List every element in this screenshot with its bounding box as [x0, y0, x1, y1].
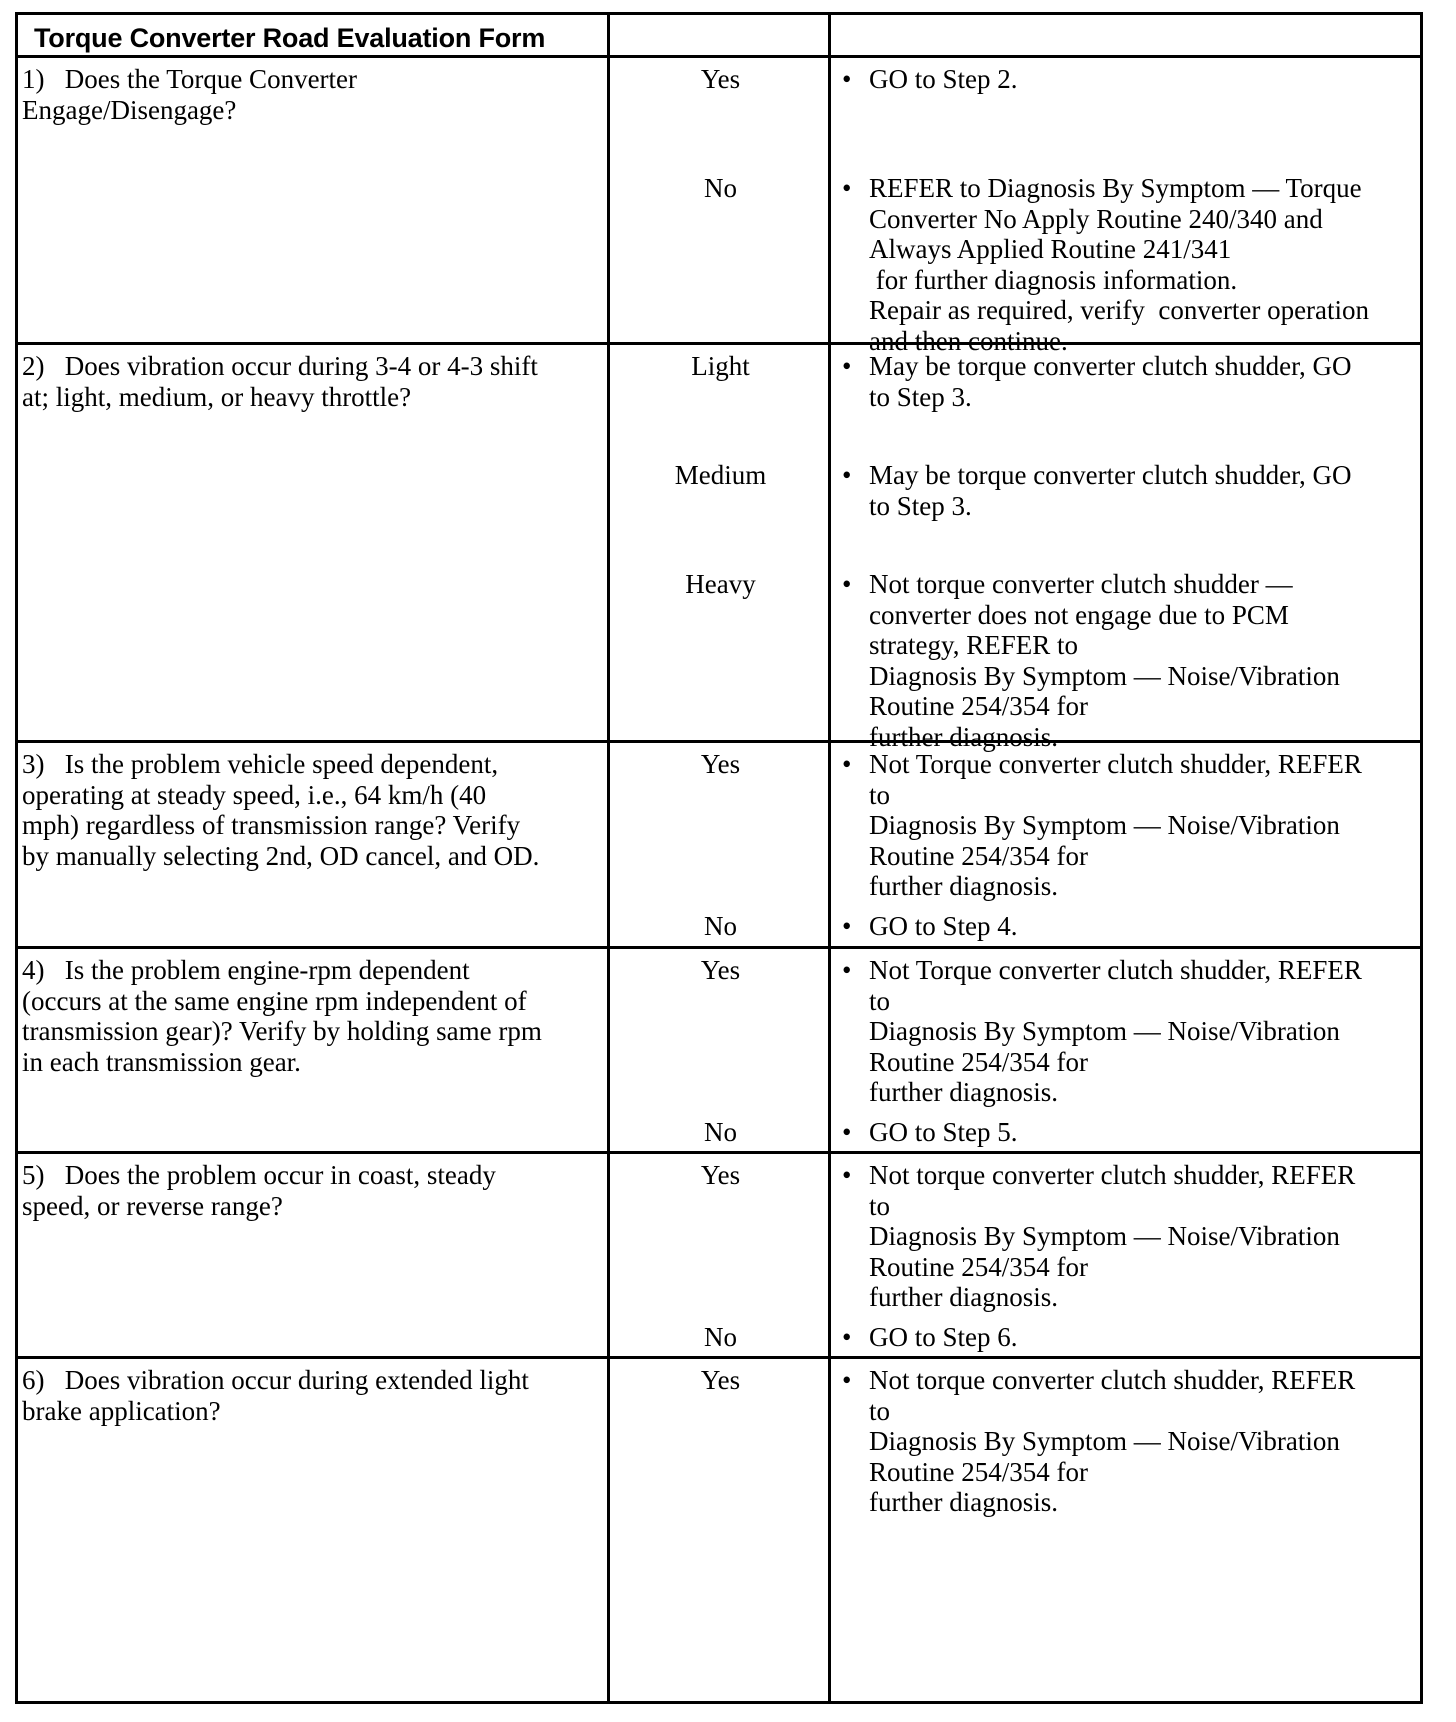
action-text: REFER to Diagnosis By Symptom — Torque Converter No Apply Routine 240/340 and Always Applied Routine 241/341 for further diagnosis information. Repair as required, verify converter operation and then continue. — [869, 173, 1370, 356]
header-row — [18, 15, 1420, 58]
step-row-2 — [18, 345, 1420, 752]
answer-label: Medium — [674, 460, 767, 490]
action-item: • GO to Step 5. — [842, 1117, 1422, 1148]
action-item: • May be torque converter clutch shudder, GO to Step 3. — [842, 351, 1422, 412]
action-item: • GO to Step 4. — [842, 911, 1422, 942]
step-row-5 — [18, 1154, 1420, 1359]
step-row-6 — [18, 1359, 1420, 1701]
action-text: GO to Step 6. — [869, 1322, 1018, 1352]
step-question: 2) Does vibration occur during 3-4 or 4-3 shift at; light, medium, or heavy throttle? — [22, 351, 538, 412]
step-question: 5) Does the problem occur in coast, steady speed, or reverse range? — [22, 1160, 496, 1221]
answer-label: Yes — [700, 749, 741, 779]
action-text: GO to Step 5. — [869, 1117, 1018, 1147]
action-text: Not torque converter clutch shudder, REFER to Diagnosis By Symptom — Noise/Vibration Routine 254/354 for further diagnosis. — [869, 1160, 1356, 1312]
action-text: May be torque converter clutch shudder, GO to Step 3. — [869, 460, 1352, 521]
action-text: GO to Step 4. — [869, 911, 1018, 941]
step-row-4 — [18, 949, 1420, 1154]
answer-label: Yes — [700, 1160, 741, 1190]
answer-label: Heavy — [685, 569, 756, 599]
action-text: Not torque converter clutch shudder — converter does not engage due to PCM strategy, REFER to Diagnosis By Symptom — Noise/Vibration Routine 254/354 for further diagnosis. — [869, 569, 1340, 752]
action-text: May be torque converter clutch shudder, GO to Step 3. — [869, 351, 1352, 412]
action-item: • Not Torque converter clutch shudder, REFER to Diagnosis By Symptom — Noise/Vibration Routine 254/354 for further diagnosis. — [842, 955, 1422, 1108]
answer-label: No — [704, 911, 737, 941]
action-item: • Not torque converter clutch shudder, REFER to Diagnosis By Symptom — Noise/Vibration Routine 254/354 for further diagnosis. — [842, 1365, 1422, 1518]
action-item: • Not Torque converter clutch shudder, REFER to Diagnosis By Symptom — Noise/Vibration Routine 254/354 for further diagnosis. — [842, 749, 1422, 902]
answer-label: No — [704, 1117, 737, 1147]
answer-label: No — [704, 173, 737, 203]
evaluation-form-table — [15, 12, 1423, 1704]
step-question: 1) Does the Torque Converter Engage/Disengage? — [22, 64, 358, 125]
action-item: • REFER to Diagnosis By Symptom — Torque Converter No Apply Routine 240/340 and Always Applied Routine 241/341 for further diagnosis information. Repair as required, verify converter operation and then continue. — [842, 173, 1422, 356]
answer-label: Light — [691, 351, 750, 381]
action-text: Not torque converter clutch shudder, REFER to Diagnosis By Symptom — Noise/Vibration Routine 254/354 for further diagnosis. — [869, 1365, 1356, 1517]
action-item: • GO to Step 6. — [842, 1322, 1422, 1353]
answer-label: Yes — [700, 64, 741, 94]
step-question: 4) Is the problem engine-rpm dependent (occurs at the same engine rpm independent of transmission gear)? Verify by holding same rpm in each transmission gear. — [22, 955, 542, 1077]
answer-label: No — [704, 1322, 737, 1352]
action-item: • Not torque converter clutch shudder, REFER to Diagnosis By Symptom — Noise/Vibration Routine 254/354 for further diagnosis. — [842, 1160, 1422, 1313]
action-item: • GO to Step 2. — [842, 64, 1422, 95]
step-row-1 — [18, 58, 1420, 356]
action-item: • Not torque converter clutch shudder — converter does not engage due to PCM strategy, REFER to Diagnosis By Symptom — Noise/Vibration Routine 254/354 for further diagnosis. — [842, 569, 1422, 752]
answer-label: Yes — [700, 955, 741, 985]
step-row-3 — [18, 743, 1420, 949]
action-text: Not Torque converter clutch shudder, REFER to Diagnosis By Symptom — Noise/Vibration Routine 254/354 for further diagnosis. — [869, 749, 1362, 901]
answer-label: Yes — [700, 1365, 741, 1395]
step-question: 6) Does vibration occur during extended light brake application? — [22, 1365, 529, 1426]
form-title: Torque Converter Road Evaluation Form — [34, 23, 546, 53]
action-item: • May be torque converter clutch shudder, GO to Step 3. — [842, 460, 1422, 521]
action-text: GO to Step 2. — [869, 64, 1018, 94]
action-text: Not Torque converter clutch shudder, REFER to Diagnosis By Symptom — Noise/Vibration Routine 254/354 for further diagnosis. — [869, 955, 1362, 1107]
step-question: 3) Is the problem vehicle speed dependent, operating at steady speed, i.e., 64 km/h (40 mph) regardless of transmission range? Verify by manually selecting 2nd, OD cancel, and OD. — [22, 749, 540, 871]
